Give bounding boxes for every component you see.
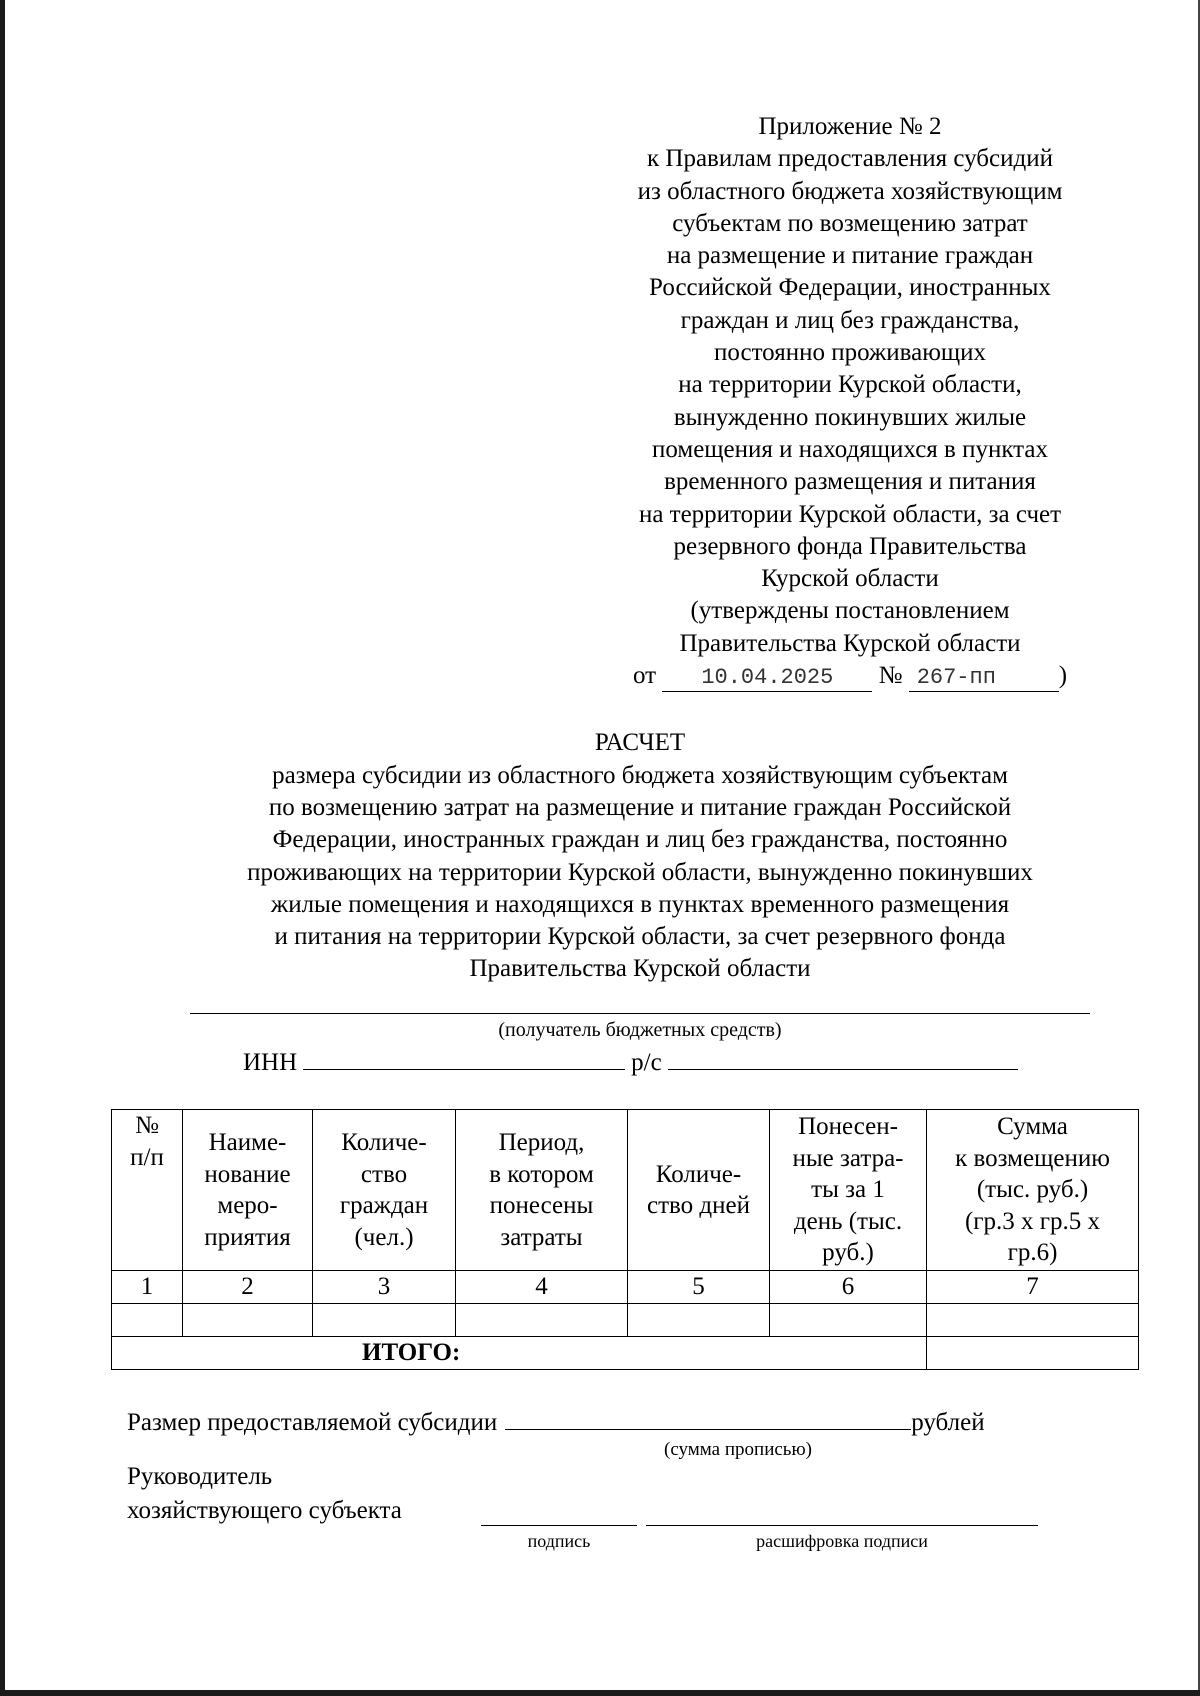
- column-number: 4: [456, 1271, 628, 1304]
- appendix-line: субъектам по возмещению затрат: [672, 209, 1028, 237]
- appendix-line: резервного фонда Правительства: [673, 532, 1027, 560]
- header-row-number: № п/п: [112, 1110, 183, 1271]
- table-cell[interactable]: [770, 1304, 927, 1337]
- header-reimbursement-sum: Сумма к возмещению (тыс. руб.) (гр.3 х гр.5 х гр.6): [927, 1110, 1139, 1271]
- appendix-line: постоянно проживающих: [713, 339, 986, 367]
- appendix-line: вынужденно покинувших жилые: [673, 403, 1027, 431]
- table-cell[interactable]: [927, 1304, 1139, 1337]
- decree-reference: [590, 660, 1110, 692]
- head-title-line1: Руководитель: [127, 1463, 273, 1490]
- sum-in-words-caption: (сумма прописью): [664, 1439, 812, 1460]
- calculation-title: РАСЧЕТ: [594, 729, 686, 756]
- column-number: 2: [183, 1271, 313, 1304]
- subsidy-unit: рублей: [911, 1409, 985, 1436]
- appendix-block: [590, 111, 1110, 692]
- signature-caption: подпись: [527, 1531, 591, 1551]
- appendix-line: на размещение и питание граждан: [666, 242, 1034, 270]
- inn-field[interactable]: [303, 1049, 625, 1070]
- appendix-line: граждан и лиц без гражданства,: [680, 306, 1020, 334]
- column-number: 5: [628, 1271, 770, 1304]
- header-event-name: Наиме- нование меро- приятия: [183, 1110, 313, 1271]
- scan-edge-left: [0, 0, 5, 1696]
- description-line: по возмещению затрат на размещение и питание граждан Российской: [268, 794, 1012, 822]
- account-field[interactable]: [668, 1049, 1018, 1070]
- table-header-row: [112, 1110, 1139, 1271]
- signature-decoding-field[interactable]: [646, 1525, 1038, 1526]
- description-line: Правительства Курской области: [469, 955, 811, 983]
- signature-field[interactable]: [481, 1525, 637, 1526]
- description-line: Федерации, иностранных граждан и лиц без гражданства, постоянно: [272, 826, 1008, 854]
- subsidy-amount-row: [127, 1406, 985, 1440]
- column-number: 3: [313, 1271, 456, 1304]
- description-line: размера субсидии из областного бюджета хозяйствующим субъектам: [272, 762, 1008, 789]
- table-cell[interactable]: [313, 1304, 456, 1337]
- appendix-line: временного размещения и питания: [664, 468, 1036, 496]
- head-title-line2: хозяйствующего субъекта: [127, 1497, 402, 1524]
- description-line: и питания на территории Курской области, за счет резервного фонда: [274, 923, 1006, 951]
- scan-edge-bottom: [0, 1690, 1200, 1696]
- column-number: 6: [770, 1271, 927, 1304]
- decree-close: ): [1058, 662, 1068, 690]
- inn-account-row: [243, 1048, 1018, 1078]
- subsidy-amount-field[interactable]: [505, 1407, 911, 1430]
- column-number: 1: [112, 1271, 183, 1304]
- decree-number: 267-пп: [909, 665, 1059, 692]
- header-citizen-count: Количе- ство граждан (чел.): [313, 1110, 456, 1271]
- decoding-caption: расшифровка подписи: [756, 1531, 928, 1551]
- total-value-cell[interactable]: [927, 1337, 1139, 1370]
- head-signatory: [127, 1460, 402, 1528]
- appendix-line: помещения и находящихся в пунктах: [651, 435, 1049, 463]
- column-number: 7: [927, 1271, 1139, 1304]
- account-label: р/с: [631, 1049, 662, 1076]
- appendix-line: (утверждены постановлением: [690, 597, 1010, 625]
- total-label: ИТОГО:: [112, 1337, 927, 1370]
- appendix-line: на территории Курской области,: [678, 371, 1022, 399]
- calculation-table: [111, 1109, 1139, 1370]
- appendix-line: Российской Федерации, иностранных: [649, 274, 1051, 302]
- table-cell[interactable]: [628, 1304, 770, 1337]
- calculation-description: [150, 760, 1130, 985]
- appendix-line: из областного бюджета хозяйствующим: [637, 177, 1063, 205]
- appendix-line: на территории Курской области, за счет: [638, 500, 1062, 528]
- subsidy-label: Размер предоставляемой субсидии: [127, 1409, 498, 1436]
- description-line: жилые помещения и находящихся в пунктах временного размещения: [270, 890, 1010, 918]
- header-days-count: Количе- ство дней: [628, 1110, 770, 1271]
- appendix-line: Приложение № 2: [758, 113, 942, 140]
- table-row: [112, 1304, 1139, 1337]
- recipient-caption: (получатель бюджетных средств): [498, 1019, 782, 1041]
- decree-from-label: от: [632, 662, 657, 690]
- table-cell[interactable]: [456, 1304, 628, 1337]
- header-daily-costs: Понесен- ные затра- ты за 1 день (тыс. руб.): [770, 1110, 927, 1271]
- header-period: Период, в котором понесены затраты: [456, 1110, 628, 1271]
- recipient-field-line[interactable]: [190, 1013, 1090, 1014]
- appendix-line: Правительства Курской области: [679, 629, 1021, 657]
- decree-date: 10.04.2025: [662, 665, 872, 692]
- table-cell[interactable]: [183, 1304, 313, 1337]
- decree-number-label: №: [878, 662, 903, 690]
- total-row: [112, 1337, 1139, 1370]
- appendix-line: к Правилам предоставления субсидий: [647, 145, 1053, 173]
- table-cell[interactable]: [112, 1304, 183, 1337]
- appendix-line: Курской области: [761, 565, 939, 593]
- inn-label: ИНН: [243, 1049, 298, 1076]
- description-line: проживающих на территории Курской области, вынужденно покинувших: [247, 858, 1033, 886]
- column-number-row: [112, 1271, 1139, 1304]
